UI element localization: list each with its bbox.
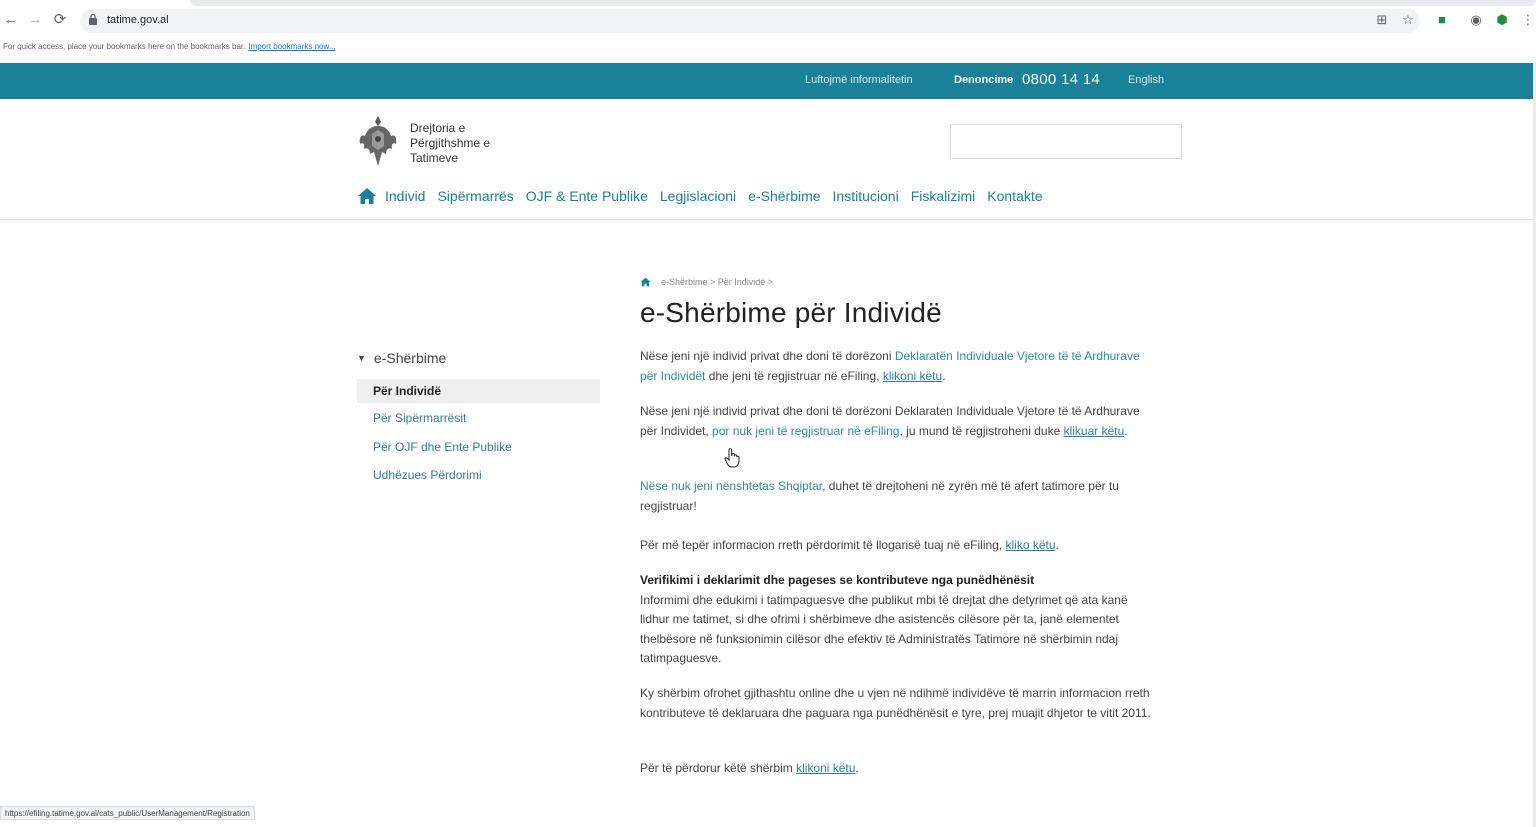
use-service-link[interactable]: klikoni këtu bbox=[796, 761, 856, 775]
p7-end: . bbox=[855, 761, 859, 775]
status-bar-url: https://efiling.tatime.gov.al/cats_public/UserManagement/Registration bbox=[0, 806, 255, 820]
translate-icon[interactable]: ⊞ bbox=[1376, 12, 1388, 27]
nav-sipermarres[interactable]: Sipërmarrës bbox=[437, 188, 514, 204]
extension-icon[interactable]: ■ bbox=[1438, 12, 1446, 27]
nav-kontakte[interactable]: Kontakte bbox=[987, 188, 1043, 204]
paragraph-online-service bbox=[640, 684, 1160, 723]
verification-heading: Verifikimi i deklarimit dhe pageses se kontributeve nga punëdhënësit bbox=[640, 573, 1035, 587]
p2-text: Nëse jeni një individ privat dhe doni të dorëzoni Deklaraten Individuale Vjetore të të Ardhurave për Individet, bbox=[640, 404, 1140, 438]
language-switch[interactable]: English bbox=[1128, 74, 1165, 86]
agency-name-line3: Tatimeve bbox=[410, 151, 459, 165]
sidebar-item-per-individe[interactable]: Për Individë bbox=[357, 379, 600, 403]
paragraph-foreign bbox=[640, 477, 1160, 516]
p1-end: . bbox=[942, 368, 946, 383]
p7-text: Për të përdorur këtë shërbim bbox=[640, 761, 797, 775]
nav-ojf-ente-publike[interactable]: OJF & Ente Publike bbox=[525, 188, 648, 204]
star-icon[interactable]: ☆ bbox=[1402, 12, 1414, 27]
sidebar-heading-label: e-Shërbime bbox=[373, 350, 447, 366]
paragraph-not-registered bbox=[640, 402, 1160, 441]
hotline-number[interactable]: 0800 14 14 bbox=[1022, 71, 1101, 88]
eagle-emblem-icon[interactable] bbox=[357, 114, 399, 168]
lock-icon bbox=[88, 13, 98, 25]
more-info-link[interactable]: kliko këtu bbox=[1005, 538, 1056, 552]
click-here-link-1[interactable]: klikoni këtu bbox=[882, 368, 943, 383]
profile-icon[interactable]: ◉ bbox=[1470, 12, 1482, 27]
forward-icon[interactable]: → bbox=[27, 11, 43, 28]
p4-text: Për më tepër informacion rreth përdorimit të llogarisë tuaj në eFiling, bbox=[640, 538, 1006, 552]
main-navigation bbox=[357, 186, 1055, 206]
sidebar-item-per-sipermarresit[interactable]: Për Sipërmarrësit bbox=[373, 411, 467, 425]
menu-icon[interactable]: ⋮ bbox=[1521, 12, 1535, 27]
verification-body: Informimi dhe edukimi i tatimpaguesve dhe publikut mbi të drejtat dhe detyrimet që ata kanë lidhur me tatimet, si dhe ofrimi i shërbimeve dhe asistencës cilësore për ta, janë elementet thelbësore në funksionimin cilësor dhe efektiv të Administratës Tatimore në shërbimin ndaj tatimpaguesve. bbox=[640, 592, 1128, 665]
home-icon[interactable] bbox=[357, 187, 377, 205]
sidebar-item-udhezues[interactable]: Udhëzues Përdorimi bbox=[373, 468, 482, 482]
chevron-down-icon: ▼ bbox=[357, 353, 366, 363]
utility-bar bbox=[0, 63, 1533, 99]
nav-institucioni[interactable]: Institucioni bbox=[832, 188, 899, 204]
not-registered-link[interactable]: por nuk jeni të regjistruar në eFiling, bbox=[712, 423, 903, 438]
import-bookmarks-link[interactable]: Import bookmarks now... bbox=[248, 42, 336, 51]
campaign-link[interactable]: Luftojmë informalitetin bbox=[805, 74, 913, 86]
hand-cursor-icon bbox=[724, 448, 740, 468]
agency-name-line1: Drejtoria e bbox=[410, 121, 466, 135]
sidebar-item-per-ojf[interactable]: Për OJF dhe Ente Publike bbox=[373, 440, 512, 454]
sidebar-heading[interactable] bbox=[357, 350, 446, 366]
address-bar[interactable] bbox=[80, 9, 1420, 33]
paragraph-registered bbox=[640, 347, 1160, 386]
shield-icon[interactable]: ⬢ bbox=[1496, 12, 1508, 27]
p2-text-2: ju mund të regjistroheni duke bbox=[902, 423, 1064, 438]
report-label: Denoncime bbox=[954, 74, 1014, 86]
nav-e-sherbime[interactable]: e-Shërbime bbox=[748, 188, 821, 204]
back-icon[interactable]: ← bbox=[3, 11, 19, 28]
declaration-link[interactable]: Deklaratën Individuale Vjetore të të Ardhurave për Individët bbox=[640, 349, 1140, 383]
p3-text: , duhet të drejtoheni në zyrën më të afert tatimore për tu regjistruar! bbox=[640, 479, 1119, 513]
agency-name[interactable] bbox=[410, 121, 490, 166]
site-search-input[interactable] bbox=[950, 124, 1182, 159]
p1-text-2: dhe jeni të regjistruar në eFiling, bbox=[705, 368, 883, 383]
paragraph-use-service bbox=[640, 759, 1160, 779]
p4-end: . bbox=[1055, 538, 1059, 552]
paragraph-verification bbox=[640, 571, 1160, 669]
nav-fiskalizimi[interactable]: Fiskalizimi bbox=[910, 188, 976, 204]
paragraph-more-info bbox=[640, 536, 1160, 556]
url-text[interactable]: tatime.gov.al bbox=[107, 14, 169, 26]
breadcrumb bbox=[640, 277, 773, 287]
register-click-here-link[interactable]: klikuar këtu bbox=[1063, 423, 1125, 438]
page-title: e-Shërbime për Individë bbox=[640, 297, 942, 328]
online-service-text: Ky shërbim ofrohet gjithashtu online dhe u vjen në ndihmë individëve të marrin informacion rreth kontributeve të deklaruara dhe paguara nga punëdhënësit e tyre, prej muajit dhjetor te vitit 2011. bbox=[640, 686, 1151, 720]
nav-legjislacioni[interactable]: Legjislacioni bbox=[659, 188, 737, 204]
agency-name-line2: Përgjithshme e bbox=[410, 136, 491, 150]
bookmarks-bar bbox=[0, 40, 1536, 56]
breadcrumb-trail[interactable]: e-Shërbime > Për Individë > bbox=[661, 277, 774, 287]
foreign-citizen-link[interactable]: Nëse nuk jeni nënshtetas Shqiptar bbox=[640, 479, 823, 493]
tab-strip bbox=[190, 0, 1536, 6]
breadcrumb-home-icon[interactable] bbox=[640, 277, 651, 287]
p1-text: Nëse jeni një individ privat dhe doni të dorëzoni bbox=[640, 349, 895, 363]
p2-end: . bbox=[1124, 423, 1128, 438]
nav-individ[interactable]: Individ bbox=[385, 188, 426, 204]
reload-icon[interactable]: ⟳ bbox=[53, 11, 67, 28]
bookmarks-hint: For quick access, place your bookmarks here on the bookmarks bar. bbox=[3, 42, 246, 51]
